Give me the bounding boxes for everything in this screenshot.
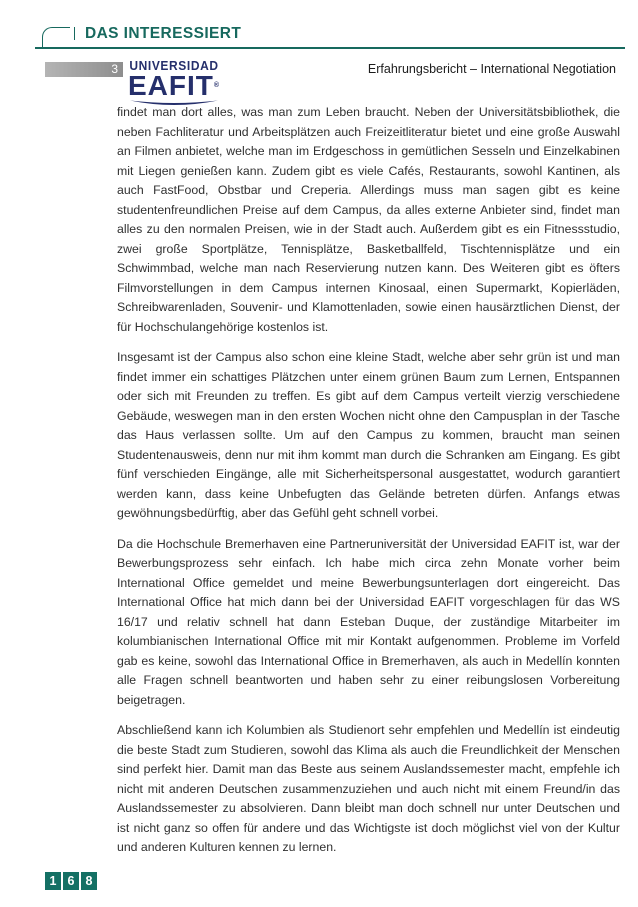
footer-digit-3: 8 [81, 872, 97, 890]
chapter-page-marker: 3 [45, 62, 123, 77]
report-body [117, 103, 620, 869]
footer-page-number [45, 872, 97, 890]
logo-text-universidad: UNIVERSIDAD [129, 58, 219, 74]
paragraph-campus-overview: Insgesamt ist der Campus also schon eine kleine Stadt, welche aber sehr grün ist und man findet immer ein schattiges Plätzchen unter einem grünen Baum zum Lernen, Entspannen oder sich mit Freunden zu treffen. Es gibt auf dem Campus verteilt vierzig verschiedene Gebäude, weswegen man in den ersten Wochen nicht ohne den Campusplan in der Tasche das Haus verlassen sollte. Um auf den Campus zu kommen, braucht man seinen Studentenausweis, denn nur mit ihm kommt man durch die Schranken am Eingang. Es gibt fünf verschieden Eingänge, alle mit Sicherheitspersonal ausgestattet, wodurch garantiert werden kann, dass keine Unbefugten das Gelände betreten dürfen. Anfangs etwas gewöhnungsbedürftig, aber das Gefühl geht schnell vorbei. [117, 350, 620, 520]
registered-trademark-symbol: ® [213, 82, 221, 89]
section-title: DAS INTERESSIERT [85, 25, 242, 42]
logo-text-eafit [126, 70, 222, 101]
paragraph-conclusion: Abschließend kann ich Kolumbien als Studienort sehr empfehlen und Medellín ist eindeutig die beste Stadt zum Studieren, sowohl das Klima als auch die Freundlichkeit der Menschen sind perfekt hier. Damit man das Beste aus seinem Auslandssemester macht, empfehle ich nicht mit anderen Deutschen zusammenzuziehen und auch nicht mit einem Freund/in das Auslandssemester zu absolvieren. Dann bleibt man doch schnell nur unter Deutschen und ist nicht ganz so offen für andere und das Wichtigste ist doch möglichst viel von der Kultur und anderen Kulturen kennen zu lernen. [117, 723, 620, 854]
logo-wordmark: EAFIT [127, 70, 214, 101]
header-corner-decoration [42, 27, 70, 49]
eafit-logo [126, 59, 222, 108]
header-rule [35, 47, 625, 49]
footer-digit-1: 1 [45, 872, 61, 890]
header-corner-tick [74, 27, 75, 40]
paragraph-application-process: Da die Hochschule Bremerhaven eine Partneruniversität der Universidad EAFIT ist, war der Bewerbungsprozess sehr einfach. Ich habe mich circa zehn Monate vorher beim International Office gemeldet und meine Bewerbungsunterlagen dort eingereicht. Das International Office hat mich dann bei der Universidad EAFIT vorgeschlagen für das WS 16/17 und relativ schnell hat dann Esteban Duque, der zuständige Mitarbeiter im kolumbianischen International Office mit mir Kontakt aufgenommen. Probleme im Vorfeld gab es keine, sowohl das International Office in Bremerhaven, als auch in Medellín konnten alle Fragen schnell beantworten und haben sehr zu einer reibungslosen Vorbereitung beigetragen. [117, 536, 620, 707]
footer-digit-2: 6 [63, 872, 79, 890]
paragraph-campus-amenities: findet man dort alles, was man zum Leben braucht. Neben der Universitätsbibliothek, die neben Fachliteratur und Arbeitsplätzen auch Freizeitliteratur bietet und eine große Auswahl an Filmen anbietet, welche man im Erdgeschoss in gemütlichen Sesseln und Einzelkabinen mit Liegen genießen kann. Zudem gibt es viele Cafés, Restaurants, sowohl Kantinen, als auch FastFood, Obstbar und Creperia. Allerdings muss man sagen gibt es keine studentenfreundlichen Preise auf dem Campus, da alles externe Anbieter sind, findet man alles zu den normalen Preisen, wie in der Stadt auch. Außerdem gibt es ein Fitnessstudio, zwei große Sportplätze, Tennisplätze, Basketballfeld, Tischtennisplätze und ein Schwimmbad, welche man nach Reservierung nutzen kann. Des Weiteren gibt es öfters Filmvorstellungen in dem Campus internen Kinosaal, einen Supermarkt, Kopierläden, Schreibwarenladen, Souvenir- und Klamottenladen, sowie einen hausärztlichen Dienst, der für Hochschulangehörige kostenlos ist. [117, 105, 620, 334]
report-title: Erfahrungsbericht – International Negotiation [367, 62, 616, 76]
